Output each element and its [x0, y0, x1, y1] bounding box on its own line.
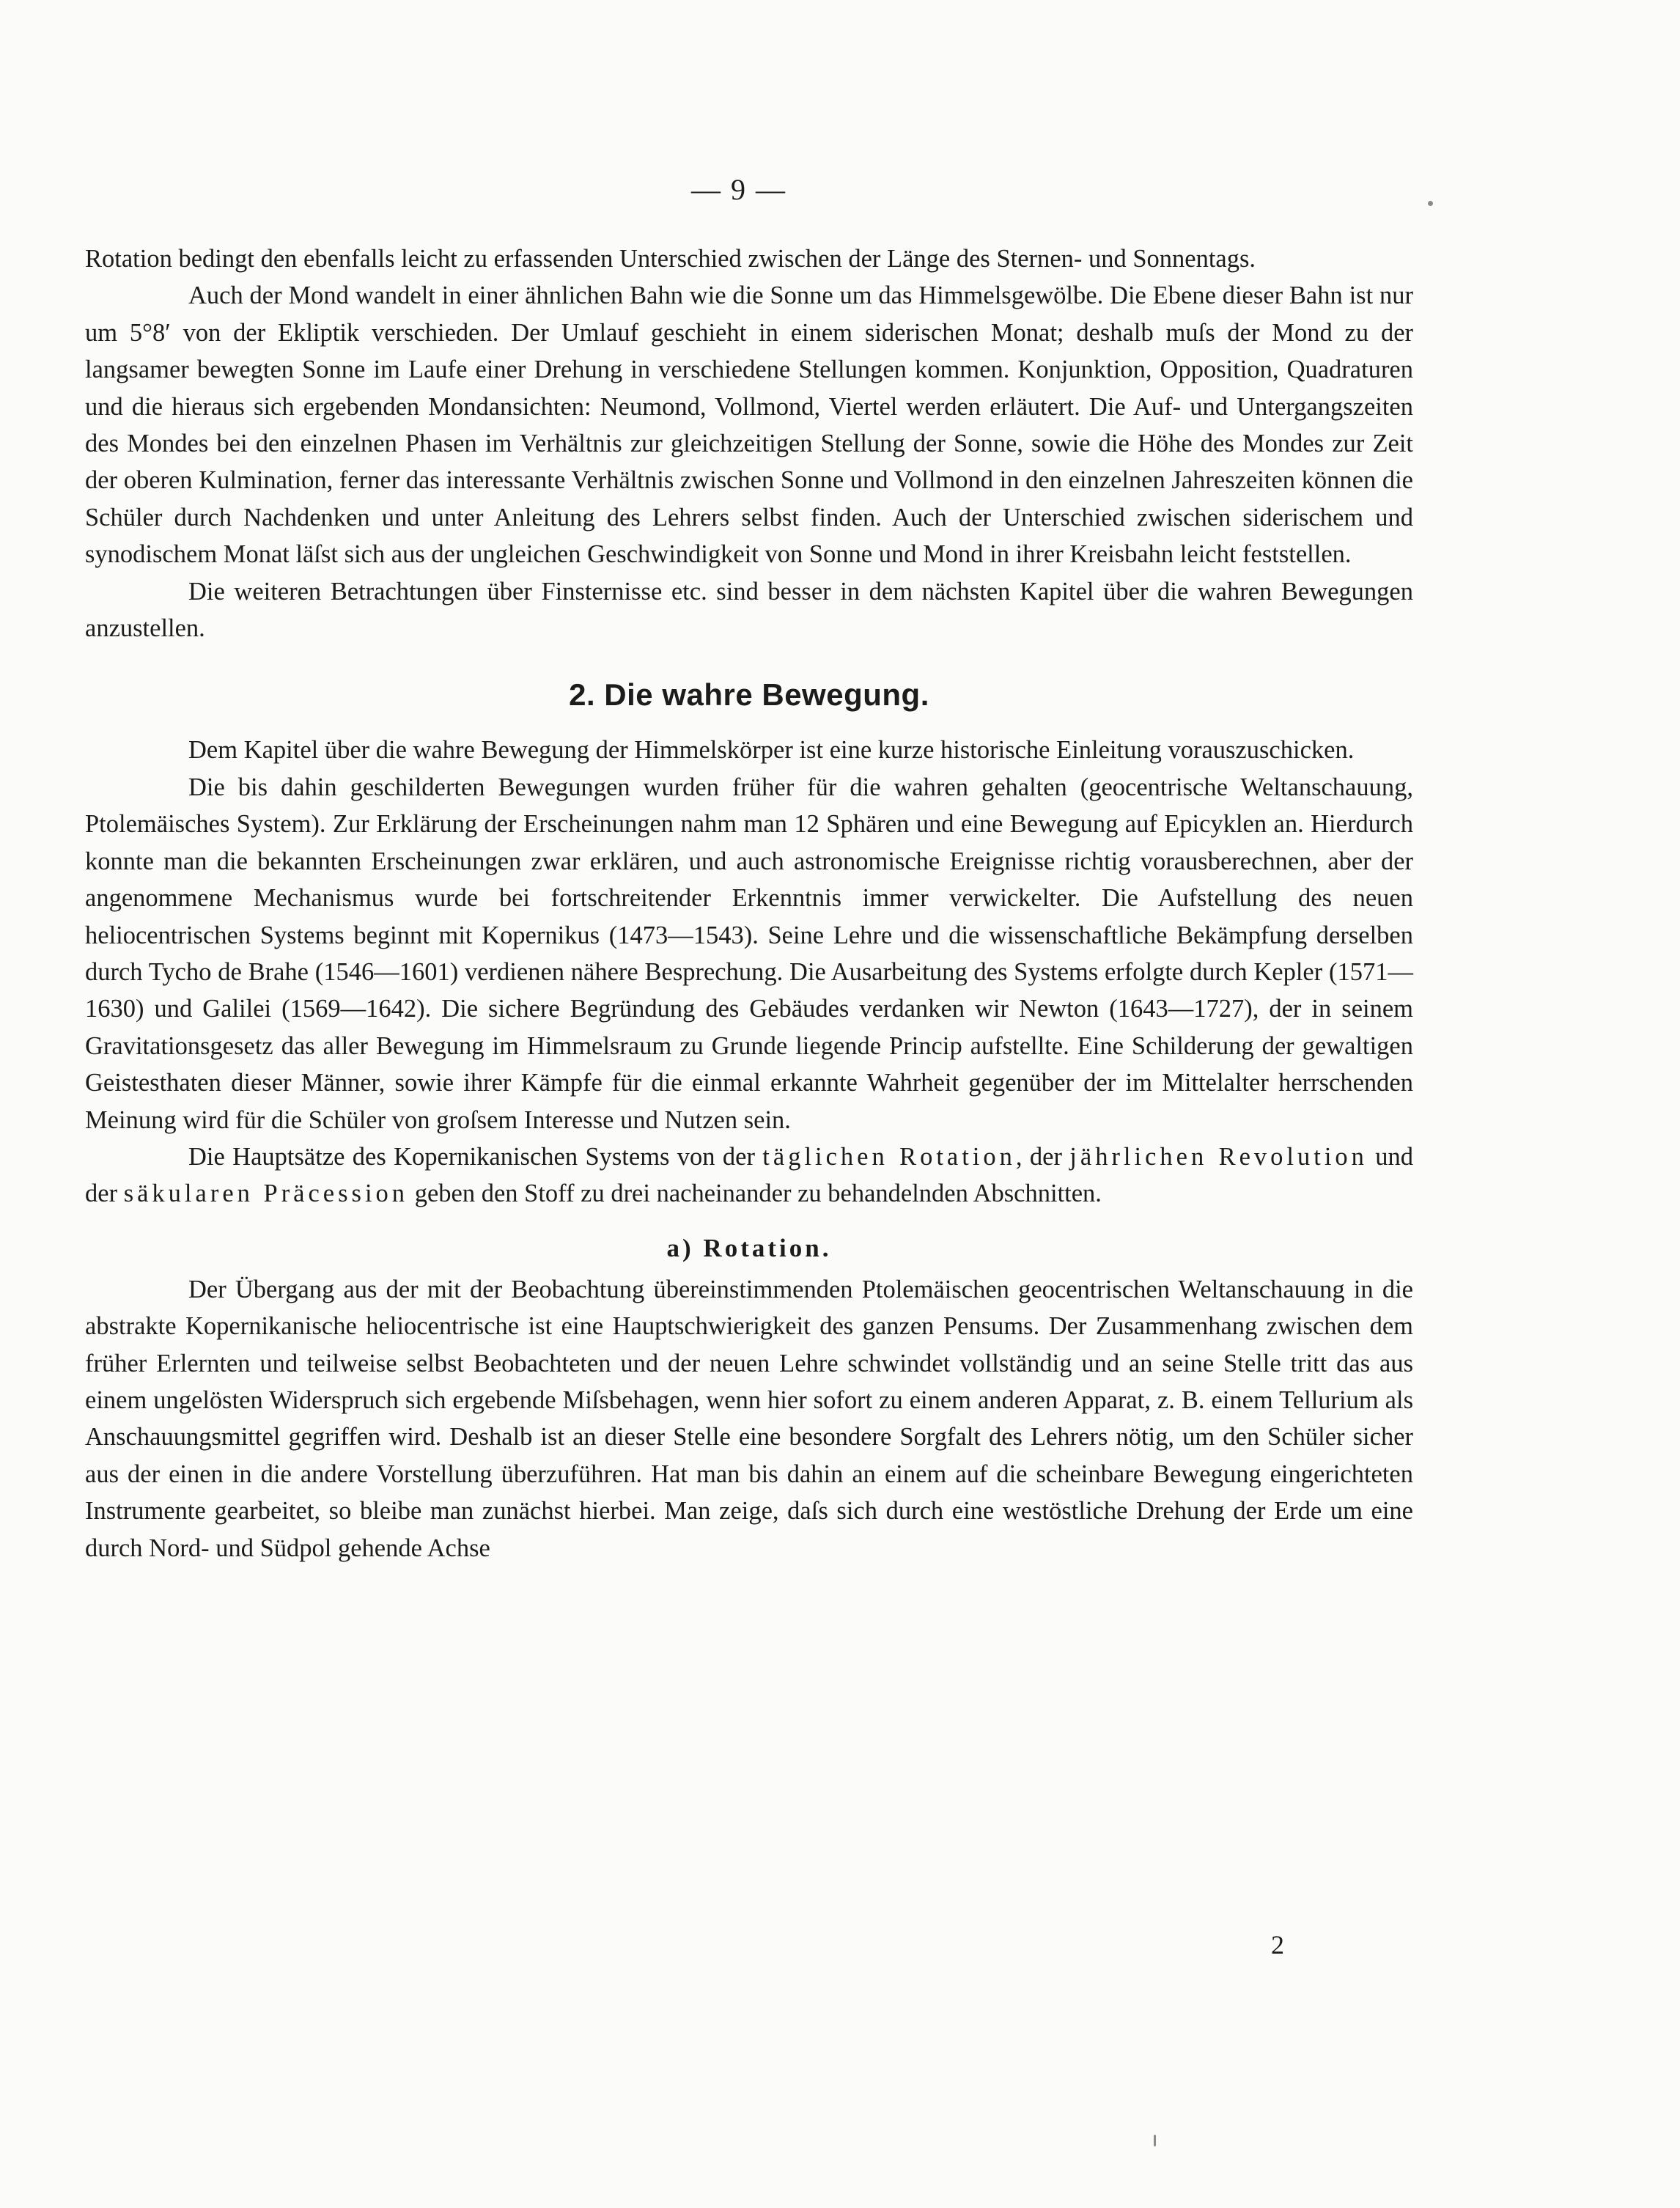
theses-text-mid2: und der: [85, 1142, 1413, 1208]
paragraph-rotation-continued: Rotation bedingt den ebenfalls leicht zu erfassenden Unterschied zwischen der Länge des Sternen- und Sonnentags.: [85, 245, 1256, 273]
printer-signature-mark: 2: [1271, 1930, 1284, 1959]
print-speck: [1154, 2135, 1156, 2146]
term-annual-revolution: jährlichen Revolution: [1069, 1142, 1368, 1171]
paragraph-transition: Der Übergang aus der mit der Beobachtung übereinstimmenden Ptolemäischen geocentrischen Weltanschauung in die abstrakte Kopernikanische heliocentrische ist eine Hauptschwierigkeit des ganzen Pensums. Der Zusammenhang zwischen dem früher Erlernten und teilweise selbst Beobachteten und der neuen Lehre schwindet vollständig und an seine Stelle tritt das aus einem ungelösten Widerspruch sich ergebende Miſsbehagen, wenn hier sofort zu einem anderen Apparat, z. B. einem Tellurium als Anschauungsmittel gegriffen wird. Deshalb ist an dieser Stelle eine besondere Sorgfalt des Lehrers nötig, um den Schüler sicher aus der einen in die andere Vorstellung überzuführen. Hat man bis dahin an einem auf die scheinbare Bewegung eingerichteten Instrumente gearbeitet, so bleibe man zunächst hierbei. Man zeige, daſs sich durch eine westöstliche Drehung der Erde um eine durch Nord- und Südpol gehende Achse: [85, 1275, 1413, 1562]
paragraph-moon: Auch der Mond wandelt in einer ähnlichen Bahn wie die Sonne um das Himmelsgewölbe. Die Ebene dieser Bahn ist nur um 5°8′ von der Ekliptik verschieden. Der Umlauf geschieht in einem siderischen Monat; deshalb muſs der Mond zu der langsamer bewegten Sonne im Laufe einer Drehung in verschiedene Stellungen kommen. Konjunktion, Opposition, Quadraturen und die hieraus sich ergebenden Mondansichten: Neumond, Vollmond, Viertel werden erläutert. Die Auf- und Untergangszeiten des Mondes bei den einzelnen Phasen im Verhältnis zur gleichzeitigen Stellung der Sonne, sowie die Höhe des Mondes zur Zeit der oberen Kulmination, ferner das interessante Verhältnis zwischen Sonne und Vollmond in den einzelnen Jahreszeiten können die Schüler durch Nachdenken und unter Anleitung des Lehrers selbst finden. Auch der Unterschied zwischen siderischem und synodischem Monat läſst sich aus der ungleichen Geschwindigkeit von Sonne und Mond in ihrer Kreisbahn leicht feststellen.: [85, 281, 1413, 569]
paragraph-historical-intro: Dem Kapitel über die wahre Bewegung der Himmelskörper ist eine kurze historische Einleitung vorauszuschicken.: [188, 736, 1355, 765]
paragraph-copernican-theses: [85, 1138, 1413, 1212]
theses-text-mid1: , der: [1015, 1142, 1062, 1171]
term-daily-rotation: täglichen Rotation: [762, 1142, 1016, 1171]
page-number: — 9 —: [691, 173, 786, 206]
print-speck: [1428, 201, 1433, 206]
section-heading-true-motion: 2. Die wahre Bewegung.: [569, 677, 929, 713]
paragraph-history: Die bis dahin geschilderten Bewegungen wurden früher für die wahren gehalten (geocentrische Weltanschauung, Ptolemäisches System). Zur Erklärung der Erscheinungen nahm man 12 Sphären und eine Bewegung auf Epicyklen an. Hierdurch konnte man die bekannten Erscheinungen zwar erklären, und auch astronomische Ereignisse richtig vorausberechnen, aber der angenommene Mechanismus wurde bei fortschreitender Erkenntnis immer verwickelter. Die Aufstellung des neuen heliocentrischen Systems beginnt mit Kopernikus (1473—1543). Seine Lehre und die wissenschaftliche Bekämpfung derselben durch Tycho de Brahe (1546—1601) verdienen nähere Besprechung. Die Ausarbeitung des Systems erfolgte durch Kepler (1571—1630) und Galilei (1569—1642). Die sichere Begründung des Gebäudes verdanken wir Newton (1643—1727), der in seinem Gravitationsgesetz das aller Bewegung im Himmelsraum zu Grunde liegende Princip aufstellte. Eine Schilderung der gewaltigen Geistesthaten dieser Männer, sowie ihrer Kämpfe für die einmal erkannte Wahrheit gegenüber der im Mittelalter herrschenden Meinung wird für die Schüler von groſsem Interesse und Nutzen sein.: [85, 773, 1413, 1134]
paragraph-eclipses: Die weiteren Betrachtungen über Finsternisse etc. sind besser in dem nächsten Kapitel über die wahren Bewegungen anzustellen.: [85, 577, 1413, 643]
theses-text-start: Die Hauptsätze des Kopernikanischen Systems von der: [188, 1142, 755, 1171]
page-body: [85, 240, 1413, 1567]
subsection-heading-rotation: a) Rotation.: [666, 1233, 832, 1262]
theses-text-end: geben den Stoff zu drei nacheinander zu behandelnden Abschnitten.: [414, 1180, 1102, 1208]
term-secular-precession: säkularen Präcession: [123, 1180, 409, 1208]
